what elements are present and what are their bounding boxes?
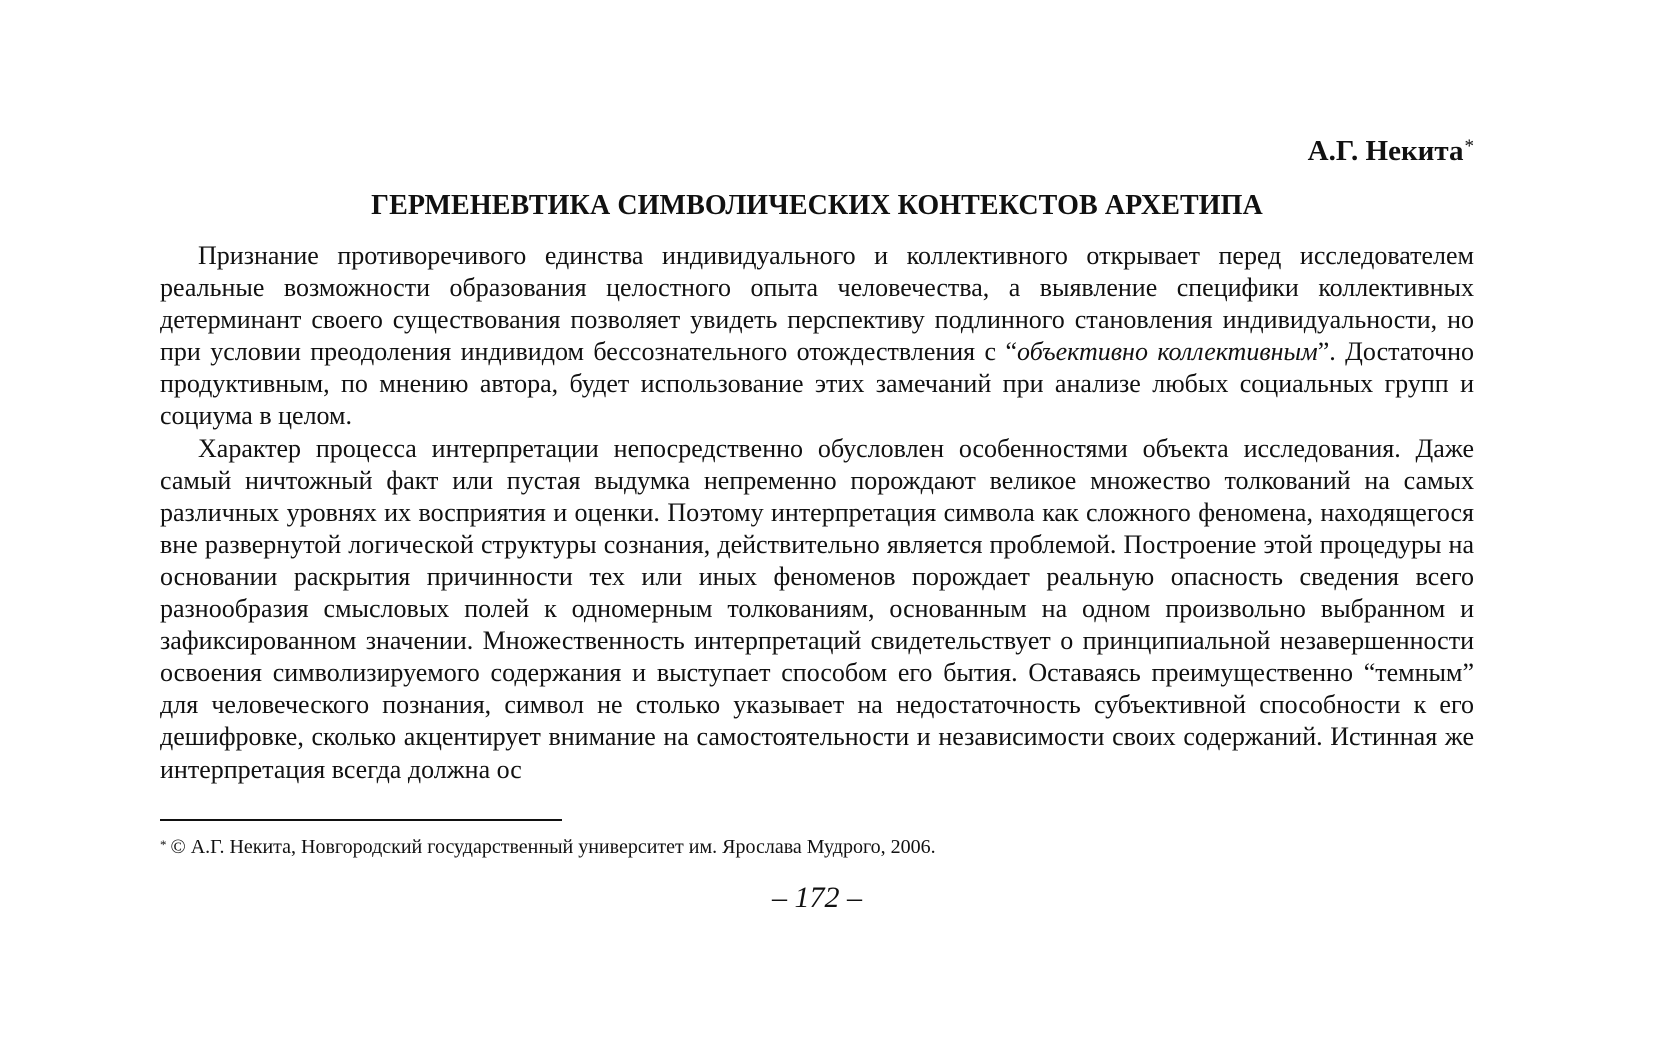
article-body (160, 240, 1474, 786)
author-name (1308, 134, 1474, 168)
footnote-mark: * (160, 837, 167, 852)
author-footnote-mark: * (1464, 136, 1474, 157)
author-name-text: А.Г. Некита (1307, 135, 1464, 167)
article-title: ГЕРМЕНЕВТИКА СИМВОЛИЧЕСКИХ КОНТЕКСТОВ АРХЕТИПА (371, 190, 1263, 221)
body-paragraph: Характер процесса интерпретации непосредственно обусловлен особенностями объекта исследования. Даже самый ничтожный факт или пустая выдумка непременно порождают великое множество толкований на самых различных уровнях их восприятия и оценки. Поэтому интерпретация символа как сложного феномена, находящегося вне развернутой логической структуры сознания, действительно является проблемой. Построение этой процедуры на основании раскрытия причинности тех или иных феноменов порождает реальную опасность сведения всего разнообразия смысловых полей к одномерным толкованиям, основанным на одном произвольно выбранном и зафиксированном значении. Множественность интерпретаций свидетельствует о принципиальной незавершенности освоения символизируемого содержания и выступает способом его бытия. Оставаясь преимущественно “темным” для человеческого познания, символ не столько указывает на недостаточность субъективной способности к его дешифровке, сколько акцентирует внимание на самостоятельности и независимости своих содержаний. Истинная же интерпретация всегда должна ос (160, 433, 1474, 784)
italic-phrase: объективно коллективным (1017, 337, 1318, 367)
footnote (160, 834, 936, 860)
paragraph-text: ”. Достаточно продуктивным, по мнению автора, будет использование этих замечаний при анализе любых социальных групп и социума в целом. (160, 337, 1474, 431)
paragraph-text: Признание противоречивого единства индивидуального и коллективного открывает перед исследователем реальные возможности образования целостного опыта человечества, а выявление специфики коллективных детерминант своего существования позволяет увидеть перспективу подлинного становления индивидуальности, но при условии преодоления индивидом бессознательного отождествления с “ (160, 241, 1474, 367)
footnote-text: © А.Г. Некита, Новгородский государственный университет им. Ярослава Мудрого, 2006. (170, 836, 936, 858)
document-page (160, 0, 1474, 1047)
body-paragraph (160, 240, 1474, 433)
footnote-divider (160, 819, 562, 821)
page-number: – 172 – (772, 881, 862, 914)
